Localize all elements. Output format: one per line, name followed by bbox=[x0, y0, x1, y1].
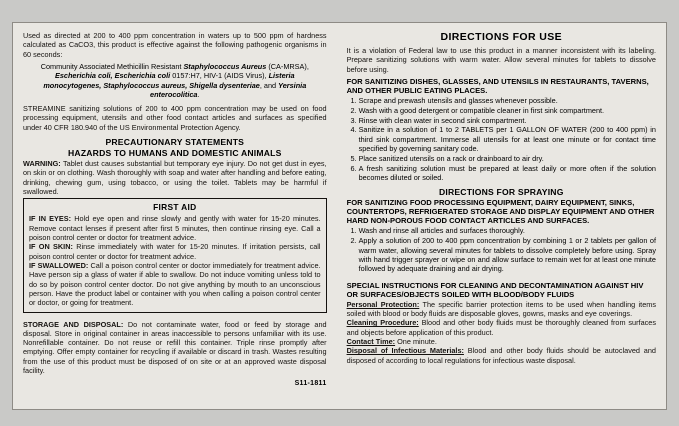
infectious-disposal-paragraph bbox=[347, 346, 656, 365]
streamine-paragraph: STREAMINE sanitizing solutions of 200 to 400 ppm concentration may be used on food processing equipment, utensils and other food contact articles and surfaces as specified under 40 CFR 180.940 of the US Environmental Protection Agency. bbox=[23, 103, 327, 132]
warning-paragraph bbox=[23, 159, 327, 196]
list-item: 2. Apply a solution of 200 to 400 ppm concentration by combining 1 or 2 tablets per gallon of warm water, allowing several minutes for tablets to dissolve completely before using. Spray with hand trigger sprayer or wipe on and allow surface to remain wet for at least one minute followed by adequate draining and air drying. bbox=[359, 236, 656, 273]
intro-paragraph: Used as directed at 200 to 400 ppm concentration in waters up to 500 ppm of hardness calculated as CaCO3, this product is effective against the following pathogenic organisms in 60 seconds: bbox=[23, 31, 327, 59]
storage-disposal-label: STORAGE AND DISPOSAL: bbox=[23, 319, 124, 329]
label-code: S11-1811 bbox=[294, 380, 327, 388]
sanitizing-steps-list bbox=[347, 96, 656, 182]
organisms-italic-1: Staphylococcus Aureus bbox=[183, 61, 267, 71]
cleaning-procedure-text: Blood and other body fluids must be thoroughly cleaned from surfaces and objects before application of this product. bbox=[346, 318, 656, 337]
storage-disposal-text: Do not contaminate water, food or feed by storage and disposal. Store in original container in areas inaccessible to persons unfamiliar with its use. Nonrefillable container. Do not reuse or refill this container. Triple rinse promptly after emptying. Offer empty container for recycling if available or discard in trash. Wastes resulting from the use of this product must be disposed of on site or at an approved waste disposal facility. bbox=[23, 319, 327, 376]
cleaning-procedure-paragraph bbox=[347, 318, 656, 337]
first-aid-eyes-text: Hold eye open and rinse slowly and gently with water for 15-20 minutes. Remove contact lenses if present after first 5 minutes, then continue rinsing eye. Call a poison control center or doctor for treatment advice. bbox=[29, 214, 321, 242]
organisms-text-1: Community Associated Methicillin Resistant bbox=[40, 61, 184, 71]
contact-time-label: Contact Time: bbox=[346, 336, 396, 346]
infectious-disposal-text: Blood and other body fluids should be autoclaved and disposed of according to local regulations for infectious waste disposal. bbox=[346, 346, 656, 365]
spraying-steps-list bbox=[347, 226, 656, 273]
organisms-italic-4: Yersinia enterocolitica bbox=[150, 80, 307, 100]
list-item: 1. Wash and rinse all articles and surfaces thoroughly. bbox=[359, 226, 656, 235]
list-item: 1. Scrape and prewash utensils and glasses whenever possible. bbox=[359, 96, 656, 105]
organisms-text-2: (CA-MRSA), bbox=[266, 61, 309, 71]
directions-for-spraying-heading: DIRECTIONS FOR SPRAYING bbox=[438, 187, 564, 198]
organisms-text-5: . bbox=[197, 90, 200, 100]
list-item: 5. Place sanitized utensils on a rack or drainboard to air dry. bbox=[359, 154, 656, 163]
first-aid-swallowed-text: Call a poison control center or doctor immediately for treatment advice. Have person sip a glass of water if able to swallow. Do not induce vomiting unless told to do so by poison control center doctor. Do not give anything by mouth to an unconscious person. Have the product label or container with you when calling a poison control center or doctor, or going for treatment. bbox=[29, 260, 321, 308]
first-aid-box bbox=[23, 198, 327, 312]
infectious-disposal-label: Disposal of Infectious Materials: bbox=[346, 346, 464, 356]
product-label bbox=[12, 22, 667, 410]
spraying-subheading: FOR SANITIZING FOOD PROCESSING EQUIPMENT, DAIRY EQUIPMENT, SINKS, COUNTERTOPS, REFRIGERATED STORAGE AND DISPLAY EQUIPMENT AND OTHER HARD NON-POROUS FOOD CONTACT ARTICLES AND SURFACES. bbox=[346, 198, 655, 226]
cleaning-procedure-label: Cleaning Procedure: bbox=[346, 318, 419, 328]
personal-protection-label: Personal Protection: bbox=[346, 299, 420, 309]
directions-for-use-heading: DIRECTIONS FOR USE bbox=[440, 31, 563, 43]
sanitizing-dishes-heading: FOR SANITIZING DISHES, GLASSES, AND UTENSILS IN RESTAURANTS, TAVERNS, AND OTHER PUBLIC EATING PLACES. bbox=[346, 76, 649, 95]
personal-protection-text: The specific barrier protection items to be used when handling items soiled with blood or body fluids are disposable gloves, gowns, masks and eye coverings. bbox=[346, 299, 656, 318]
federal-law-paragraph: It is a violation of Federal law to use this product in a manner inconsistent with its labeling. Prepare sanitizing solutions with warm water. Allow several minutes for tablets to dissolve before using. bbox=[346, 46, 656, 74]
contact-time-paragraph bbox=[347, 337, 656, 346]
first-aid-heading: FIRST AID bbox=[153, 202, 197, 213]
first-aid-eyes-label: IF IN EYES: bbox=[29, 214, 72, 224]
label-left-column bbox=[23, 31, 333, 403]
precautionary-heading: PRECAUTIONARY STATEMENTS bbox=[105, 136, 245, 147]
personal-protection-paragraph bbox=[347, 300, 656, 319]
first-aid-eyes bbox=[29, 214, 321, 242]
first-aid-skin bbox=[29, 242, 321, 261]
contact-time-text: One minute. bbox=[395, 336, 437, 346]
organisms-italic-3: Listeria monocytogenes, Staphylococcus aureus, Shigella dysenteriae bbox=[43, 71, 295, 90]
hazards-heading: HAZARDS TO HUMANS AND DOMESTIC ANIMALS bbox=[68, 147, 282, 158]
first-aid-swallowed-label: IF SWALLOWED: bbox=[29, 260, 89, 270]
first-aid-skin-text: Rinse immediately with water for 15-20 minutes. If irritation persists, call poison control center or doctor for treatment advice. bbox=[29, 242, 321, 261]
list-item: 4. Sanitize in a solution of 1 to 2 TABLETS per 1 GALLON OF WATER (200 to 400 ppm) in third sink compartment. Immerse all utensils for at least one minute or for contact time specified by governing sanitary code. bbox=[359, 125, 656, 153]
special-instructions-heading: SPECIAL INSTRUCTIONS FOR CLEANING AND DECONTAMINATION AGAINST HIV OR SURFACES/OBJECTS SOILED WITH BLOOD/BODY FLUIDS bbox=[346, 280, 644, 299]
organism-list bbox=[37, 62, 313, 100]
organisms-italic-2: Escherichia coli, Escherichia coli bbox=[54, 71, 171, 81]
list-item: 6. A fresh sanitizing solution must be prepared at least daily or more often if the solution becomes diluted or soiled. bbox=[359, 164, 656, 183]
warning-label: WARNING: bbox=[23, 158, 61, 168]
list-item: 3. Rinse with clean water in second sink compartment. bbox=[359, 116, 656, 125]
label-right-column bbox=[347, 31, 656, 403]
organisms-text-4: , and bbox=[259, 80, 279, 90]
list-item: 2. Wash with a good detergent or compatible cleaner in first sink compartment. bbox=[359, 106, 656, 115]
storage-disposal-paragraph bbox=[23, 320, 327, 376]
first-aid-swallowed bbox=[29, 261, 321, 308]
organisms-text-3: 0157:H7, HIV-1 (AIDS Virus), bbox=[170, 71, 269, 81]
first-aid-skin-label: IF ON SKIN: bbox=[29, 242, 73, 252]
warning-text: Tablet dust causes substantial but temporary eye injury. Do not get dust in eyes, on skin or on clothing. Wash thoroughly with soap and water after handling and before eating, drinking, chewing gum, using tobacco, or using the toilet. Tablets may be harmful if swallowed. bbox=[23, 158, 327, 196]
